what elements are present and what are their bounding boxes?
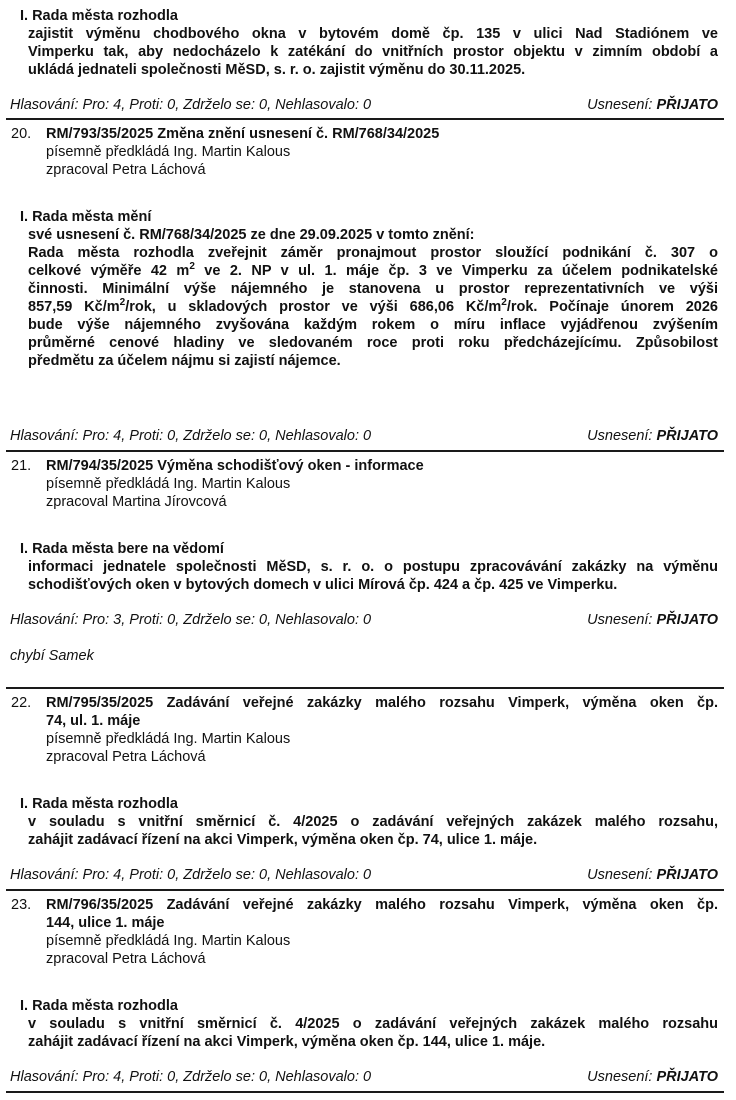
result-label: Usnesení: [587, 1069, 653, 1085]
vote-row [10, 96, 718, 114]
resolution-status [587, 427, 718, 445]
section-divider [6, 889, 724, 891]
submitted-by: písemně předkládá Ing. Martin Kalous [46, 731, 291, 747]
vote-summary: Hlasování: Pro: 4, Proti: 0, Zdrželo se: 0, Nehlasovalo: 0 [10, 1069, 372, 1085]
resolution-text-line: bude výše nájemného zvyšována každým rokem o míru inflace vyjádřenou zvýšením [28, 317, 718, 333]
resolution-status [587, 611, 718, 629]
resolution-title: I. Rada města rozhodla [20, 998, 178, 1014]
resolution-text-line: zahájit zadávací řízení na akci Vimperk, výměna oken čp. 74, ulice 1. máje. [28, 832, 538, 848]
item-number: 20. [11, 126, 32, 142]
result-label: Usnesení: [587, 428, 653, 444]
result-value: PŘIJATO [656, 1069, 718, 1085]
resolution-text-line: předmětu za účelem nájmu si zajistí nájemce. [28, 353, 341, 369]
item-number: 22. [11, 695, 32, 711]
resolution-title: I. Rada města rozhodla [20, 8, 178, 24]
resolution-text-line: v souladu s vnitřní směrnicí č. 4/2025 o zadávání veřejných zakázek malého rozsahu [28, 1016, 718, 1032]
prepared-by: zpracoval Petra Láchová [46, 162, 206, 178]
item-number: 21. [11, 458, 32, 474]
resolution-title: I. Rada města rozhodla [20, 796, 178, 812]
resolution-text-line: zajistit výměnu chodbového okna v bytovém domě čp. 135 v ulici Nad Stadiónem ve [28, 26, 718, 42]
vote-row [10, 427, 718, 445]
resolution-text-line: schodišťových oken v bytových domech v ulici Mírová čp. 424 a čp. 425 ve Vimperku. [28, 577, 618, 593]
result-value: PŘIJATO [656, 97, 718, 113]
resolution-text-line: 857,59 $Kč/m^2$/rok, u skladových prostor ve výši 686,06 $Kč/m^2$/rok. Počínaje únorem 2026 [28, 297, 718, 315]
prepared-by: zpracoval Petra Láchová [46, 951, 206, 967]
item-title: RM/794/35/2025 Výměna schodišťový oken - informace [46, 458, 424, 474]
resolution-text-line: ukládá jednateli společnosti MěSD, s. r. o. zajistit výměnu do 30.11.2025. [28, 62, 526, 78]
resolution-text-line: informaci jednatele společnosti MěSD, s. r. o. o postupu zpracovávání zakázky na výměnu [28, 559, 718, 575]
result-value: PŘIJATO [656, 428, 718, 444]
resolution-text-line: Rada města rozhodla zveřejnit záměr pronajmout prostor sloužící podnikání č. 307 o [28, 245, 718, 261]
resolution-text-line: činnosti. Minimální výše nájemného je stanovena u prostor reprezentativních ve výši [28, 281, 718, 297]
vote-row [10, 611, 718, 629]
resolution-text-line: průměrné cenové hladiny ve sledovaném roce proti roku předcházejícímu. Způsobilost [28, 335, 718, 351]
item-title: RM/796/35/2025 Zadávání veřejné zakázky malého rozsahu Vimperk, výměna oken čp. [46, 897, 718, 913]
superscript: 2 [119, 297, 126, 309]
vote-summary: Hlasování: Pro: 4, Proti: 0, Zdrželo se: 0, Nehlasovalo: 0 [10, 867, 372, 883]
prepared-by: zpracoval Martina Jírovcová [46, 494, 227, 510]
resolution-text-line: zahájit zadávací řízení na akci Vimperk, výměna oken čp. 144, ulice 1. máje. [28, 1034, 546, 1050]
resolution-status [587, 1068, 718, 1086]
resolution-intro: své usnesení č. RM/768/34/2025 ze dne 29.09.2025 v tomto znění: [28, 227, 475, 243]
resolution-status [587, 96, 718, 114]
section-divider [6, 118, 724, 120]
resolution-title: I. Rada města bere na vědomí [20, 541, 224, 557]
item-title: RM/793/35/2025 Změna znění usnesení č. RM/768/34/2025 [46, 126, 440, 142]
submitted-by: písemně předkládá Ing. Martin Kalous [46, 144, 291, 160]
section-divider [6, 687, 724, 689]
section-divider [6, 1091, 724, 1093]
resolution-text-line: celkové výměře 42 $m^2$ ve 2. NP v ul. 1. máje čp. 3 ve Vimperku za účelem podnikatelské [28, 261, 719, 279]
result-label: Usnesení: [587, 867, 653, 883]
item-title: RM/795/35/2025 Zadávání veřejné zakázky malého rozsahu Vimperk, výměna oken čp. [46, 695, 718, 711]
superscript: 2 [189, 261, 195, 273]
result-value: PŘIJATO [656, 612, 718, 628]
submitted-by: písemně předkládá Ing. Martin Kalous [46, 476, 291, 492]
resolution-status [587, 866, 718, 884]
section-divider [6, 450, 724, 452]
resolution-text-line: Vimperku tak, aby nedocházelo k zatékání do vnitřních prostor objektu v zimním období a [28, 44, 718, 60]
item-number: 23. [11, 897, 32, 913]
vote-summary: Hlasování: Pro: 4, Proti: 0, Zdrželo se: 0, Nehlasovalo: 0 [10, 97, 372, 113]
prepared-by: zpracoval Petra Láchová [46, 749, 206, 765]
vote-row [10, 866, 718, 884]
vote-summary: Hlasování: Pro: 3, Proti: 0, Zdrželo se: 0, Nehlasovalo: 0 [10, 612, 372, 628]
resolution-text-line: v souladu s vnitřní směrnicí č. 4/2025 o zadávání veřejných zakázek malého rozsahu, [28, 814, 718, 830]
resolution-title: I. Rada města mění [20, 209, 152, 225]
item-title-continued: 144, ulice 1. máje [46, 915, 165, 931]
item-title-continued: 74, ul. 1. máje [46, 713, 141, 729]
result-label: Usnesení: [587, 612, 653, 628]
result-value: PŘIJATO [656, 867, 718, 883]
vote-summary: Hlasování: Pro: 4, Proti: 0, Zdrželo se: 0, Nehlasovalo: 0 [10, 428, 372, 444]
absence-note: chybí Samek [10, 648, 94, 664]
result-label: Usnesení: [587, 97, 653, 113]
superscript: 2 [501, 297, 507, 309]
submitted-by: písemně předkládá Ing. Martin Kalous [46, 933, 291, 949]
vote-row [10, 1068, 718, 1086]
